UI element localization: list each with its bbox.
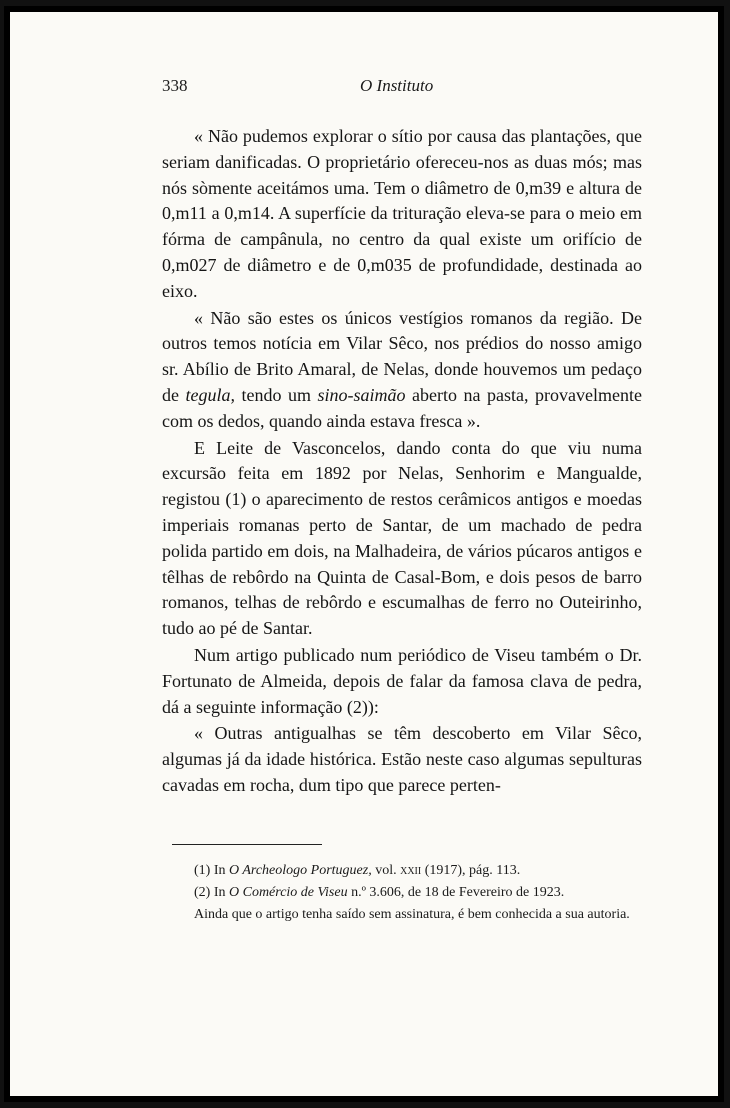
paragraph-text: Num artigo publicado num periódico de Viseu também o Dr. Fortunato de Almeida, depois de falar da famosa clava de pedra, dá a seguinte informação (2)): — [162, 644, 642, 717]
footnote-mark: (2) In — [194, 885, 229, 900]
footnote-1 — [162, 860, 642, 882]
paragraph-text: tendo um — [235, 384, 318, 405]
footnote-mark: (1) In — [194, 863, 229, 878]
italic-term-tegula: tegula, — [185, 384, 235, 405]
footnote-2-note — [162, 904, 642, 926]
paragraph-text: « Não são estes os únicos vestígios romanos da região. De outros temos notícia em Vilar Sêco, nos prédios do nosso amigo sr. Abílio de Brito Amaral, de Nelas, donde houvemos um pedaço de — [162, 307, 642, 405]
footnote-source-title: O Archeologo Portuguez, — [229, 863, 372, 878]
footnote-text: (1917), pág. 113. — [421, 863, 521, 878]
paragraph-text: E Leite de Vasconcelos, dando conta do que viu numa excursão feita em 1892 por Nelas, Senhorim e Mangualde, registou (1) o aparecimento de restos cerâmicos antigos e moedas imperiais romanas perto de Santar, de um machado de pedra polida partido em dois, na Malhadeira, de vários púcaros antigos e têlhas de rebôrdo na Quinta de Casal-Bom, e dois pesos de barro romanos, telhas de rebôrdo e escumalhas de ferro no Outeirinho, tudo ao pé de Santar. — [162, 437, 642, 639]
page-number: 338 — [162, 76, 188, 95]
paragraph-3 — [162, 436, 642, 642]
italic-term-sino-saimao: sino-saimão — [317, 384, 406, 405]
footnote-source-title: O Comércio de Viseu — [229, 885, 348, 900]
footnote-volume: xxii — [400, 863, 422, 878]
footnote-text: n.º 3.606, de 18 de Fevereiro de 1923. — [347, 885, 565, 900]
footnotes — [162, 860, 642, 926]
book-page — [10, 12, 718, 1096]
paragraph-4 — [162, 643, 642, 720]
paragraph-text: aberto na pasta, provavelmente com os dedos, quando ainda estava fresca ». — [162, 384, 642, 431]
footnote-text: vol. — [371, 863, 401, 878]
footnote-rule — [172, 844, 322, 845]
body-text — [162, 124, 642, 799]
paragraph-2 — [162, 306, 642, 435]
paragraph-5 — [162, 721, 642, 798]
paragraph-text: « Não pudemos explorar o sítio por causa das plantações, que seriam danificadas. O proprietário ofereceu-nos as duas mós; mas nós sòmente aceitámos uma. Tem o diâmetro de 0,m39 e altura de 0,m11 a 0,m14. A superfície da trituração eleva-se para o meio em fórma de campânula, no centro da qual existe um orifício de 0,m027 de diâmetro e de 0,m035 de profundidade, destinada ao eixo. — [162, 126, 642, 301]
running-title: O Instituto — [360, 76, 434, 95]
paragraph-text: « Outras antigualhas se têm descoberto em Vilar Sêco, algumas já da idade histórica. Estão neste caso algumas sepulturas cavadas em rocha, dum tipo que parece perten- — [162, 723, 642, 795]
paragraph-1 — [162, 124, 642, 305]
footnote-2 — [162, 882, 642, 904]
footnote-text: Ainda que o artigo tenha saído sem assinatura, é bem conhecida a sua autoria. — [194, 907, 630, 922]
